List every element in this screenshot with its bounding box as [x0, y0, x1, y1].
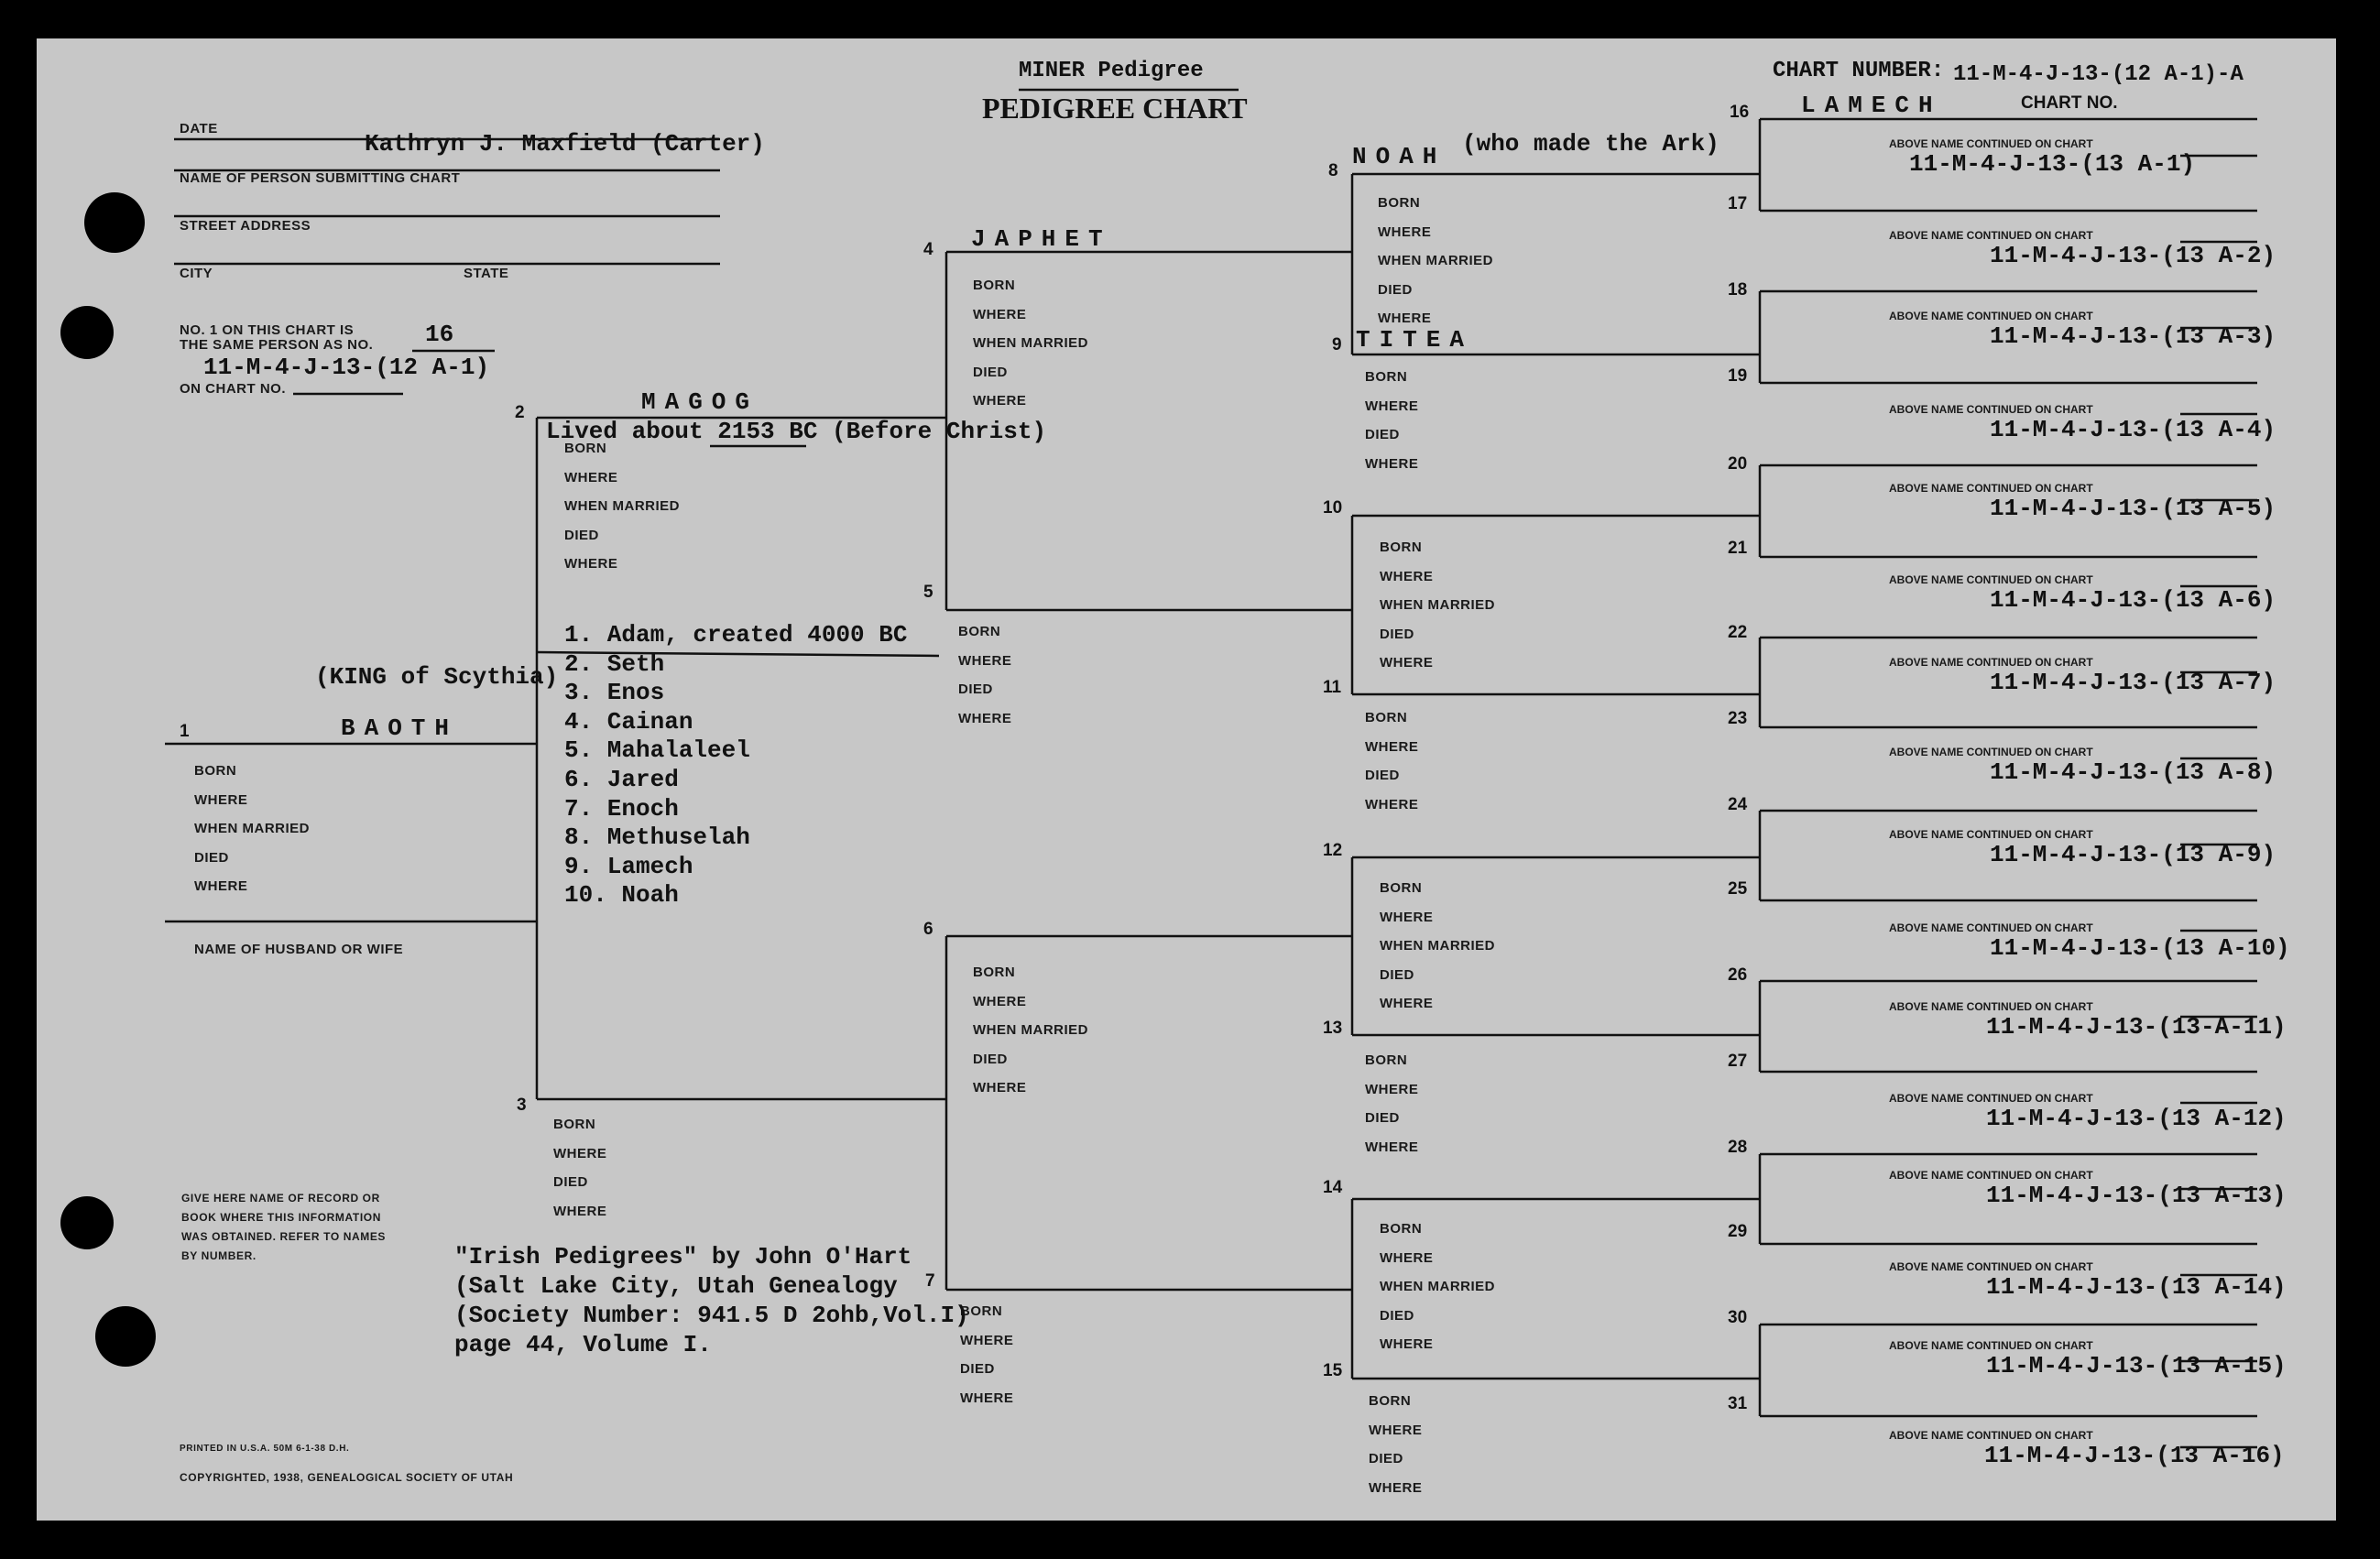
- died-label: DIED: [1380, 1307, 1414, 1324]
- continued-chart-ref: 11-M-4-J-13-(13 A-9): [1990, 841, 2276, 868]
- person-8-name: NOAH: [1352, 143, 1447, 170]
- born-label: BORN: [1365, 710, 1408, 725]
- list-item: 3. Enos: [564, 679, 665, 707]
- continued-label: ABOVE NAME CONTINUED ON CHART: [1889, 1339, 2093, 1352]
- where-label: WHERE: [1380, 1249, 1434, 1266]
- ancestor-number: 19: [1728, 366, 1748, 386]
- continued-chart-ref: 11-M-4-J-13-(13 A-15): [1986, 1352, 2287, 1379]
- continued-label: ABOVE NAME CONTINUED ON CHART: [1889, 921, 2093, 934]
- where-label: WHERE: [958, 652, 1012, 669]
- state-label: STATE: [464, 266, 509, 281]
- continued-label: ABOVE NAME CONTINUED ON CHART: [1889, 656, 2093, 669]
- where-label: WHERE: [1378, 311, 1432, 326]
- died-label: DIED: [1365, 427, 1400, 442]
- ancestor-number: 17: [1728, 194, 1748, 213]
- where-label: WHERE: [1380, 909, 1434, 925]
- where-label: WHERE: [564, 556, 618, 572]
- continued-chart-ref: 11-M-4-J-13-(13 A-14): [1986, 1273, 2287, 1301]
- punch-hole: [84, 192, 145, 253]
- person-number: 8: [1328, 161, 1338, 180]
- where-label: WHERE: [973, 393, 1027, 409]
- person-number: 6: [923, 920, 933, 939]
- source-citation: [454, 1242, 969, 1359]
- continued-label: ABOVE NAME CONTINUED ON CHART: [1889, 1429, 2093, 1442]
- person-2-events: [564, 434, 680, 579]
- same-person-label: NO. 1 ON THIS CHART IS: [180, 322, 355, 338]
- continued-label: ABOVE NAME CONTINUED ON CHART: [1889, 229, 2093, 242]
- date-label: DATE: [180, 121, 218, 136]
- born-label: BORN: [1380, 1221, 1423, 1237]
- when-married-label: WHEN MARRIED: [1380, 938, 1495, 954]
- list-item: 8. Methuselah: [564, 823, 750, 852]
- ancestor-number: 23: [1728, 709, 1748, 728]
- person-11-events: [1365, 703, 1418, 819]
- where-label: WHERE: [973, 993, 1027, 1009]
- born-label: BORN: [553, 1117, 596, 1132]
- died-label: DIED: [1380, 966, 1414, 983]
- when-married-label: WHEN MARRIED: [973, 335, 1088, 351]
- list-item: 1. Adam, created 4000 BC: [564, 621, 908, 649]
- where-label: WHERE: [1369, 1422, 1423, 1438]
- person-6-events: [973, 958, 1088, 1103]
- died-label: DIED: [973, 1051, 1008, 1067]
- ancestor-number: 20: [1728, 454, 1748, 474]
- person-number: 11: [1323, 678, 1342, 697]
- continued-label: ABOVE NAME CONTINUED ON CHART: [1889, 137, 2093, 150]
- person-1-events: [194, 757, 310, 901]
- ancestor-number: 21: [1728, 539, 1748, 558]
- where-label: WHERE: [960, 1332, 1014, 1348]
- person-4-events: [973, 271, 1088, 416]
- list-item: 6. Jared: [564, 765, 679, 793]
- source-instructions: GIVE HERE NAME OF RECORD OR BOOK WHERE THIS INFORMATION WAS OBTAINED. REFER TO NAMES BY NUMBER.: [181, 1192, 387, 1262]
- printed-note: PRINTED IN U.S.A. 50M 6-1-38 D.H.: [180, 1444, 350, 1454]
- born-label: BORN: [958, 624, 1001, 639]
- person-number: 14: [1323, 1178, 1343, 1197]
- person-number: 2: [515, 403, 525, 422]
- person-12-events: [1380, 874, 1495, 1019]
- where-label: WHERE: [1365, 1081, 1419, 1097]
- person-number: 9: [1332, 335, 1342, 354]
- person-3-events: [553, 1110, 606, 1226]
- punch-hole: [60, 306, 114, 359]
- died-label: DIED: [553, 1174, 588, 1190]
- same-person-number: 16: [425, 321, 454, 348]
- person-14-events: [1380, 1215, 1495, 1359]
- ancestor-number: 28: [1728, 1138, 1748, 1157]
- continued-chart-ref: 11-M-4-J-13-(13 A-13): [1986, 1182, 2287, 1209]
- city-label: CITY: [180, 266, 213, 281]
- when-married-label: WHEN MARRIED: [1378, 253, 1493, 268]
- died-label: DIED: [564, 527, 599, 543]
- born-label: BORN: [960, 1303, 1003, 1319]
- when-married-label: WHEN MARRIED: [1380, 597, 1495, 613]
- where-label: WHERE: [553, 1145, 607, 1161]
- born-label: BORN: [1365, 369, 1408, 385]
- list-item: 2. Seth: [564, 649, 665, 678]
- source-line: (Salt Lake City, Utah Genealogy: [454, 1272, 898, 1300]
- continued-chart-ref: 11-M-4-J-13-(13 A-2): [1990, 242, 2276, 269]
- list-item: 10. Noah: [564, 881, 679, 910]
- source-line: "Irish Pedigrees" by John O'Hart: [454, 1243, 912, 1270]
- where-label: WHERE: [553, 1203, 607, 1219]
- when-married-label: WHEN MARRIED: [564, 498, 680, 514]
- continued-label: ABOVE NAME CONTINUED ON CHART: [1889, 746, 2093, 758]
- continued-chart-ref: 11-M-4-J-13-(13-A-11): [1986, 1013, 2287, 1041]
- same-person-chart: 11-M-4-J-13-(12 A-1): [203, 354, 490, 381]
- where-label: WHERE: [1365, 455, 1419, 472]
- family-title: MINER Pedigree: [1019, 59, 1204, 83]
- ancestor-number: 30: [1728, 1308, 1748, 1327]
- continued-chart-ref: 11-M-4-J-13-(13 A-10): [1990, 934, 2290, 962]
- where-label: WHERE: [1369, 1479, 1423, 1496]
- punch-hole: [60, 1196, 114, 1249]
- born-label: BORN: [973, 278, 1016, 293]
- chart-number-value: 11-M-4-J-13-(12 A-1)-A: [1953, 62, 2244, 87]
- continued-label: ABOVE NAME CONTINUED ON CHART: [1889, 573, 2093, 586]
- died-label: DIED: [958, 681, 993, 697]
- submitter-name-label: NAME OF PERSON SUBMITTING CHART: [180, 170, 461, 186]
- died-label: DIED: [1380, 626, 1414, 642]
- continued-chart-ref: 11-M-4-J-13-(13 A-6): [1990, 586, 2276, 614]
- where-label: WHERE: [194, 878, 248, 894]
- where-label: WHERE: [564, 469, 618, 485]
- ancestor-number: 27: [1728, 1052, 1748, 1071]
- born-label: BORN: [1365, 1052, 1408, 1068]
- born-label: BORN: [1380, 880, 1423, 896]
- person-9-name: TITEA: [1356, 326, 1474, 354]
- when-married-label: WHEN MARRIED: [1380, 1279, 1495, 1294]
- person-10-events: [1380, 533, 1495, 678]
- chart-title: PEDIGREE CHART: [982, 92, 1248, 125]
- person-1-name: BAOTH: [341, 714, 459, 742]
- died-label: DIED: [1369, 1451, 1403, 1466]
- ancestor-number: 25: [1728, 879, 1748, 899]
- died-label: DIED: [194, 849, 229, 866]
- same-person-label: THE SAME PERSON AS NO.: [180, 337, 374, 353]
- continued-chart-ref: 11-M-4-J-13-(13 A-3): [1990, 322, 2276, 350]
- continued-chart-ref: 11-M-4-J-13-(13 A-8): [1990, 758, 2276, 786]
- born-label: BORN: [1369, 1393, 1412, 1409]
- ancestor-number: 22: [1728, 623, 1748, 642]
- person-1-title: (KING of Scythia): [315, 663, 559, 691]
- where-label: WHERE: [1380, 996, 1434, 1011]
- where-label: WHERE: [1365, 796, 1419, 812]
- born-label: BORN: [1380, 540, 1423, 555]
- where-label: WHERE: [1365, 738, 1419, 755]
- where-label: WHERE: [194, 791, 248, 808]
- copyright-note: COPYRIGHTED, 1938, GENEALOGICAL SOCIETY OF UTAH: [180, 1471, 514, 1484]
- person-9-events: [1365, 363, 1418, 478]
- person-number: 15: [1323, 1361, 1343, 1380]
- continued-chart-ref: 11-M-4-J-13-(13 A-12): [1986, 1105, 2287, 1132]
- list-item: 7. Enoch: [564, 794, 679, 823]
- submitter-name: Kathryn J. Maxfield (Carter): [365, 130, 765, 158]
- list-item: 5. Mahalaleel: [564, 736, 750, 765]
- chart-no-label: CHART NO.: [2021, 93, 2118, 113]
- continued-label: ABOVE NAME CONTINUED ON CHART: [1889, 403, 2093, 416]
- continued-chart-ref: 11-M-4-J-13-(13 A-1): [1909, 150, 2196, 178]
- where-label: WHERE: [973, 1080, 1027, 1096]
- continued-chart-ref: 11-M-4-J-13-(13 A-7): [1990, 669, 2276, 696]
- person-number: 7: [925, 1271, 935, 1291]
- person-5-events: [958, 617, 1011, 733]
- continued-chart-ref: 11-M-4-J-13-(13 A-5): [1990, 495, 2276, 522]
- on-chart-label: ON CHART NO.: [180, 381, 286, 397]
- ancestor-number: 31: [1728, 1394, 1748, 1413]
- person-2-name: MAGOG: [641, 388, 759, 416]
- born-label: BORN: [1378, 195, 1421, 211]
- where-label: WHERE: [958, 710, 1012, 726]
- person-number: 16: [1730, 103, 1750, 122]
- where-label: WHERE: [1365, 398, 1419, 414]
- born-label: BORN: [194, 763, 237, 779]
- born-label: BORN: [564, 441, 607, 456]
- died-label: DIED: [1365, 1110, 1400, 1126]
- person-number: 13: [1323, 1019, 1343, 1038]
- ancestor-number: 18: [1728, 280, 1748, 300]
- continued-chart-ref: 11-M-4-J-13-(13 A-4): [1990, 416, 2276, 443]
- where-label: WHERE: [973, 306, 1027, 322]
- genealogy-list: [564, 621, 907, 910]
- list-item: 9. Lamech: [564, 852, 693, 880]
- person-4-name: JAPHET: [971, 225, 1112, 253]
- ancestor-number: 24: [1728, 795, 1748, 814]
- person-13-events: [1365, 1046, 1418, 1161]
- source-line: (Society Number: 941.5 D 2ohb,Vol.I): [454, 1302, 969, 1329]
- where-label: WHERE: [1380, 1336, 1434, 1352]
- died-label: DIED: [960, 1361, 995, 1377]
- died-label: DIED: [973, 364, 1008, 380]
- husband-wife-label: NAME OF HUSBAND OR WIFE: [194, 942, 404, 957]
- continued-label: ABOVE NAME CONTINUED ON CHART: [1889, 310, 2093, 322]
- person-number: 4: [923, 240, 933, 259]
- when-married-label: WHEN MARRIED: [194, 821, 310, 836]
- where-label: WHERE: [1365, 1139, 1419, 1155]
- died-label: DIED: [1378, 281, 1413, 298]
- continued-chart-ref: 11-M-4-J-13-(13 A-16): [1984, 1442, 2285, 1469]
- died-label: DIED: [1365, 768, 1400, 783]
- person-8-note: (who made the Ark): [1462, 130, 1719, 158]
- person-8-events: [1378, 189, 1493, 333]
- person-16-name: LAMECH: [1801, 92, 1942, 119]
- list-item: 4. Cainan: [564, 707, 693, 736]
- person-number: 5: [923, 583, 933, 602]
- continued-label: ABOVE NAME CONTINUED ON CHART: [1889, 1000, 2093, 1013]
- continued-label: ABOVE NAME CONTINUED ON CHART: [1889, 1092, 2093, 1105]
- where-label: WHERE: [1380, 568, 1434, 584]
- where-label: WHERE: [1380, 655, 1434, 670]
- punch-hole: [95, 1306, 156, 1367]
- ancestor-number: 29: [1728, 1222, 1748, 1241]
- source-line: page 44, Volume I.: [454, 1331, 712, 1358]
- person-number: 3: [517, 1096, 527, 1115]
- continued-label: ABOVE NAME CONTINUED ON CHART: [1889, 1260, 2093, 1273]
- street-address-label: STREET ADDRESS: [180, 218, 311, 234]
- ancestor-number: 26: [1728, 965, 1748, 985]
- where-label: WHERE: [960, 1390, 1014, 1406]
- person-number: 12: [1323, 841, 1343, 860]
- person-number: 1: [180, 722, 190, 741]
- where-label: WHERE: [1378, 223, 1432, 240]
- continued-label: ABOVE NAME CONTINUED ON CHART: [1889, 828, 2093, 841]
- when-married-label: WHEN MARRIED: [973, 1022, 1088, 1038]
- chart-number-label: CHART NUMBER:: [1773, 59, 1945, 83]
- person-2-note: Lived about 2153 BC (Before Christ): [546, 418, 1047, 445]
- continued-label: ABOVE NAME CONTINUED ON CHART: [1889, 482, 2093, 495]
- continued-label: ABOVE NAME CONTINUED ON CHART: [1889, 1169, 2093, 1182]
- person-15-events: [1369, 1387, 1422, 1502]
- born-label: BORN: [973, 965, 1016, 980]
- person-number: 10: [1323, 498, 1343, 518]
